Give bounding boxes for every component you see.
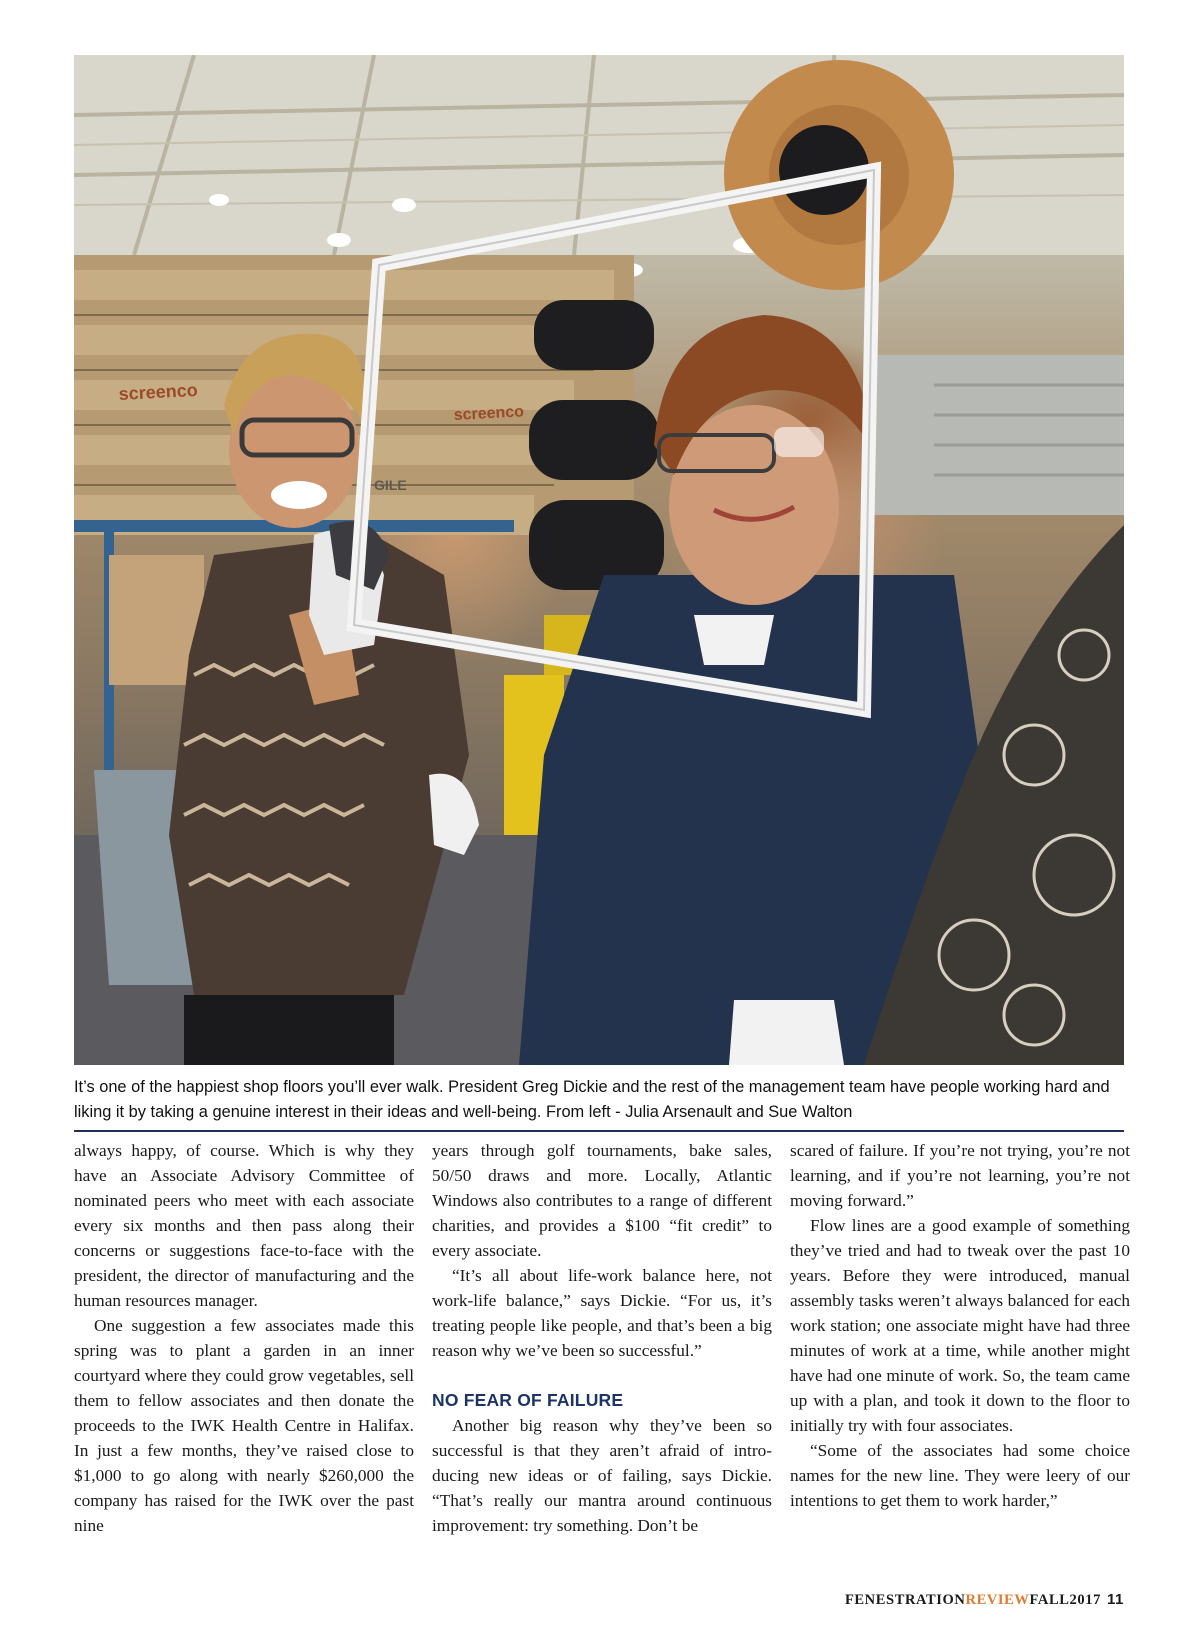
svg-text:GILE: GILE (374, 477, 407, 493)
paragraph: scared of failure. If you’re not trying, you’re not learning, and if you’re not learning, you’re not moving forward.” (790, 1141, 1130, 1210)
paragraph: “Some of the associates had some choice names for the new line. They were leery of our intentions to get them to work harder,” (790, 1441, 1130, 1510)
footer-publication-accent: REVIEW (965, 1592, 1030, 1608)
factory-workers-photo-icon (74, 55, 1124, 1065)
svg-text:screenco: screenco (453, 403, 525, 424)
section-heading: NO FEAR OF FAILURE (432, 1390, 624, 1410)
paragraph: “It’s all about life-work balance here, not work-life balance,” says Dickie. “For us, it’s treating people like people, and that’s been a big reason why we’ve been so successful.” (432, 1266, 772, 1360)
paragraph: Another big reason why they’ve been so successful is that they aren’t afraid of introducing new ideas or of failing, says Dickie. “That’s really our mantra around continuous improvement: try something. Don’t be (432, 1416, 772, 1535)
photo-caption: It’s one of the happiest shop floors you’ll ever walk. President Greg Dickie and the rest of the management team have people working hard and liking it by taking a genuine interest in their ideas and well-being. From left - Julia Arsenault and Sue Walton (74, 1078, 1110, 1121)
svg-text:screenco: screenco (118, 379, 199, 404)
footer-issue: FALL2017 (1029, 1592, 1101, 1608)
page-footer (845, 1591, 1124, 1609)
paragraph: One suggestion a few associates made this spring was to plant a garden in an inner courtyard where they could grow vegetables, sell them to fellow associates and then donate the proceeds to the IWK Health Centre in Halifax. In just a few months, they’ve raised close to $1,000 to go along with nearly $260,000 the company has raised for the IWK over the past nine (74, 1316, 414, 1535)
article-photo (74, 55, 1124, 1065)
footer-publication-name: FENESTRATION (844, 1592, 966, 1608)
column-1 (74, 1138, 414, 1538)
paragraph: always happy, of course. Which is why they have an Associate Advisory Committee of nominated peers who meet with each associate every six months and then pass along their concerns or suggestions face-to-face with the president, the director of manufacturing and the human resources manager. (74, 1141, 414, 1310)
page-number: 11 (1106, 1591, 1124, 1608)
paragraph: years through golf tournaments, bake sales, 50/50 draws and more. Locally, Atlantic Windows also contributes to a range of different charities, and provides a $100 “fit credit” to every associate. (432, 1141, 772, 1260)
caption-divider (74, 1130, 1124, 1132)
paragraph: Flow lines are a good example of something they’ve tried and had to tweak over the past 10 years. Before they were introduced, manual assembly tasks weren’t always balanced for each work station; one associate might have had three minutes of work at a time, while another might have had one minute of work. So, the team came up with a plan, and took it down to the floor to initially try with four associates. (790, 1216, 1130, 1435)
column-3 (790, 1138, 1130, 1513)
column-2 (432, 1138, 772, 1538)
